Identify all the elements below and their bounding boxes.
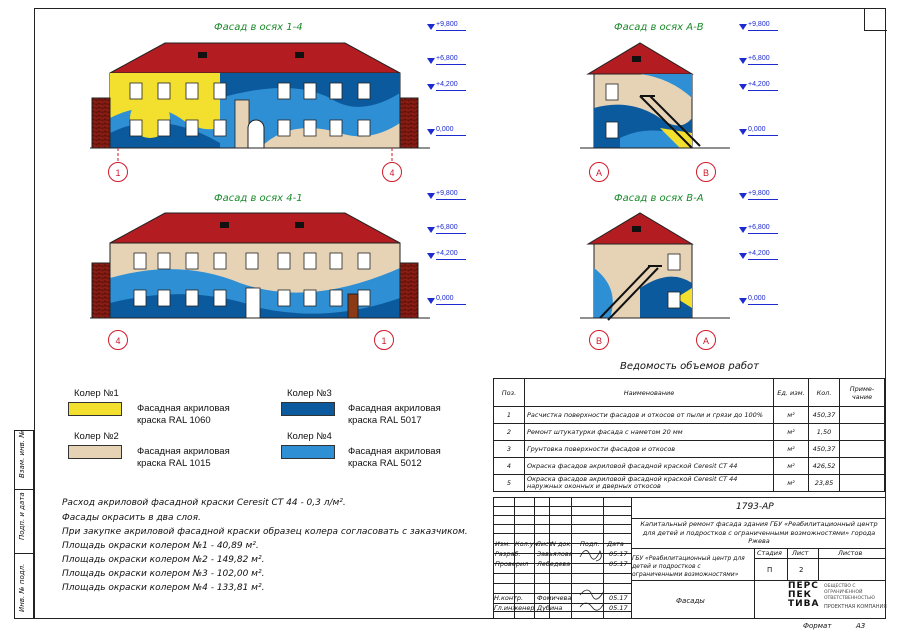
stamp-stage-header: Стадия [757, 549, 782, 557]
stamp-date: 05.17 [609, 560, 628, 568]
note: Площадь окраски колером №2 - 149,82 м². [62, 555, 265, 565]
color-label-1: Колер №1 [74, 388, 119, 399]
company-tag: ПРОЕКТНАЯ КОМПАНИЯ [824, 604, 887, 610]
note: Расход акриловой фасадной краски Ceresit CT 44 - 0,3 л/м². [62, 498, 346, 508]
color-text: краска RAL 1060 [137, 415, 211, 426]
stamp-sheet: 2 [799, 566, 804, 574]
stamp-name: Фомичева [537, 594, 572, 602]
table-row: 5 Окраска фасадов акриловой фасадной краской Ceresit CT 44 наружных оконных и дверных откосов м² 23,85 [494, 475, 885, 492]
facade-title-1-4: Фасад в осях 1-4 [214, 22, 303, 33]
facade-1-4-drawing [90, 38, 430, 183]
note: Фасады окрасить в два слоя. [62, 513, 201, 523]
sidebar-sign: Подп. и дата [18, 492, 26, 540]
facade-title-v-a: Фасад в осях В-А [614, 193, 704, 204]
stamp-code: 1793-АР [736, 502, 774, 512]
table-row: 3 Грунтовка поверхности фасадов и откосов м² 450,37 [494, 441, 885, 458]
sidebar-vzam: Взам. инв. № [18, 430, 26, 478]
stamp-date: 05.17 [609, 594, 628, 602]
axis-marker: А [589, 162, 609, 182]
table-row: 4 Окраска фасадов акриловой фасадной краской Ceresit CT 44 м² 426,52 [494, 458, 885, 475]
color-text: краска RAL 1015 [137, 458, 211, 469]
color-label-4: Колер №4 [287, 431, 332, 442]
axis-marker: А [696, 330, 716, 350]
stamp-object: ГБУ «Реабилитационный центр для детей и подростков с ограниченными возможностями» [632, 555, 745, 578]
stamp-date: 05.17 [609, 550, 628, 558]
stamp-sheets-header: Листов [838, 549, 863, 557]
color-text: Фасадная акриловая [348, 446, 441, 457]
note: Площадь окраски колером №1 - 40,89 м². [62, 541, 259, 551]
table-row: 2 Ремонт штукатурки фасада с наметом 20 мм м² 1,50 [494, 424, 885, 441]
color-swatch-1 [68, 402, 122, 416]
col-header: Наименование [525, 379, 774, 407]
stamp-col-izm: Изм. [495, 540, 511, 548]
company-logo: ПЕРС ПЕК ТИВА [788, 581, 820, 609]
color-swatch-4 [281, 445, 335, 459]
axis-marker: 1 [374, 330, 394, 350]
stamp-stage: П [767, 566, 773, 574]
col-header: Ед. изм. [774, 379, 809, 407]
stamp-role: Проверил [495, 560, 529, 568]
color-text: Фасадная акриловая [348, 403, 441, 414]
facade-title-4-1: Фасад в осях 4-1 [214, 193, 303, 204]
stamp-col-list: Лист [536, 540, 553, 548]
axis-marker: 4 [382, 162, 402, 182]
note: Площадь окраски колером №4 - 133,81 м². [62, 583, 265, 593]
color-text: Фасадная акриловая [137, 403, 230, 414]
works-table [493, 378, 885, 492]
axis-marker: В [589, 330, 609, 350]
table-row: 1 Расчистка поверхности фасадов и откосов от пыли и грязи до 100% м² 450,37 [494, 407, 885, 424]
format-label: Формат [803, 622, 832, 630]
stamp-sheet-header: Лист [792, 549, 809, 557]
stamp-name: Лебедева [537, 560, 571, 568]
stamp-role: Разраб. [495, 550, 521, 558]
color-text: краска RAL 5012 [348, 458, 422, 469]
sidebar-inv: Инв. № подл. [18, 563, 26, 612]
col-header: Приме- чание [840, 379, 885, 407]
axis-marker: В [696, 162, 716, 182]
stamp-role: Гл.инженер [494, 604, 535, 612]
color-swatch-3 [281, 402, 335, 416]
stamp-project: Капитальный ремонт фасада здания ГБУ «Реабилитационный центр для детей и подростков с ограниченными возможностями» города Ржева [640, 520, 878, 545]
stamp-col-doc: N док. [551, 540, 573, 548]
color-label-3: Колер №3 [287, 388, 332, 399]
format-value: А3 [856, 622, 866, 630]
stamp-name: Дубина [537, 604, 563, 612]
stamp-name: Завьялова [537, 550, 573, 558]
stamp-date: 05.17 [609, 604, 628, 612]
note: Площадь окраски колером №3 - 102,00 м². [62, 569, 265, 579]
signatures [578, 545, 608, 615]
col-header: Кол. [809, 379, 840, 407]
works-title: Ведомость объемов работ [620, 361, 759, 372]
stamp-col-podp: Подп. [580, 540, 600, 548]
col-header: Поз. [494, 379, 525, 407]
color-text: Фасадная акриловая [137, 446, 230, 457]
company-sub: ОБЩЕСТВО С ОГРАНИЧЕННОЙ ОТВЕТСТВЕННОСТЬЮ [824, 584, 875, 601]
axis-marker: 1 [108, 162, 128, 182]
axis-marker: 4 [108, 330, 128, 350]
stamp-sheet-name: Фасады [676, 597, 705, 605]
facade-title-a-v: Фасад в осях А-В [614, 22, 704, 33]
stamp-col-date: Дата [607, 540, 624, 548]
stamp-role: Н.контр. [494, 594, 524, 602]
stamp-col-kol: Кол.уч. [515, 540, 540, 548]
color-text: краска RAL 5017 [348, 415, 422, 426]
note: При закупке акриловой фасадной краски образец колера согласовать с заказчиком. [62, 527, 468, 537]
color-label-2: Колер №2 [74, 431, 119, 442]
color-swatch-2 [68, 445, 122, 459]
